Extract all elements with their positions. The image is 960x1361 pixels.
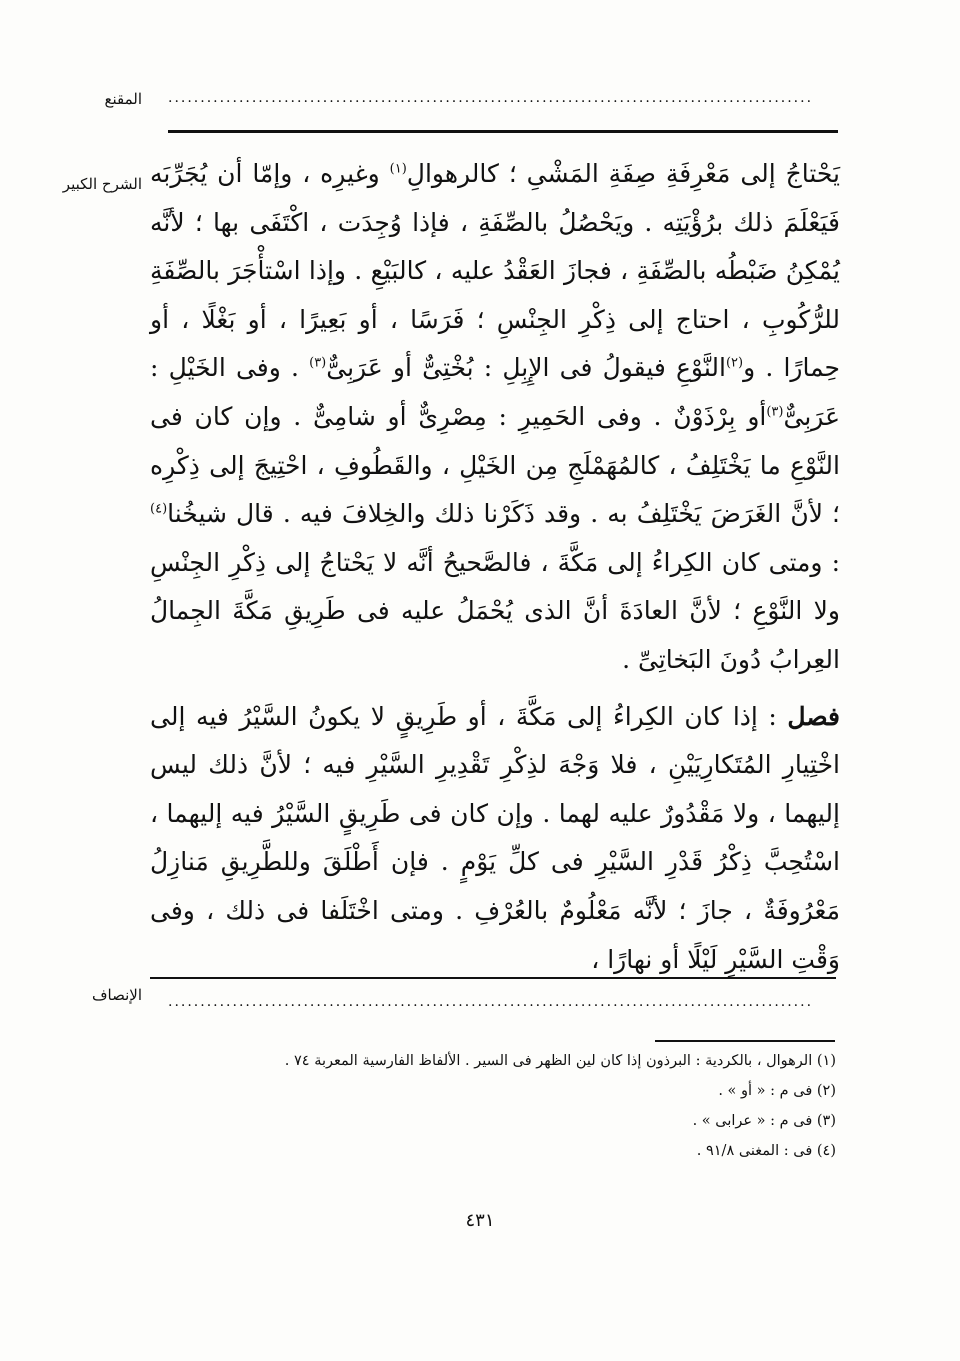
insaf-dotted-line: .................................................................................................... (168, 994, 814, 1010)
paragraph-1 (150, 150, 840, 685)
footnotes (200, 1046, 836, 1166)
commentary-end-rule (150, 977, 836, 979)
header-rule (168, 130, 838, 133)
fasl-heading: فصل (787, 701, 840, 731)
text-run: يَحْتاجُ إلى مَعْرِفَةِ صِفَةِ المَشْىِ ؛ كالرهوالِ (406, 159, 840, 188)
paragraph-fasl (150, 693, 840, 985)
header-book-title: المقنع (104, 90, 142, 108)
text-run: : ومتى كان الكِراءُ إلى مَكَّةَ ، فالصَّحيحُ أنَّه لا يَحْتاجُ إلى ذِكْرِ الجِنْسِ ولا النَّوْعِ ؛ لأنَّ العادَةَ أنَّ الذى يُحْمَلُ عليه فى طَرِيقِ مَكَّةَ الجِمالُ العِرابُ دُونَ البَخاتِىِّ . (150, 547, 840, 674)
text-run: النَّوْعِ فيقولُ فى الإِبِلِ : بُخْتِىٌّ أو عَرَبِىٌّ (326, 353, 726, 383)
text-run: أو بِرْذَوْنٌ . وفى الحَمِيرِ : مِصْرِىٌّ أو شامِىٌّ . وإن كان فى النَّوْعِ ما يَخْتَلِفُ ، كالمُهَمْلَجِ مِن الخَيْلِ ، والقَطُوفِ ، احْتِيجَ إلى ذِكْرِه ؛ لأنَّ الغَرَضَ يَخْتَلِفُ به . وقد ذَكَرْنا ذلك والخِلافَ فيه . قال شيخُنا (150, 401, 840, 529)
page-number: ٤٣١ (465, 1210, 495, 1231)
text-run: . وفى الخَيْلِ : عَرَبِىٌّ (150, 353, 840, 431)
text-run: وغيرِه ، وإمّا أن يُجَرِّبَه فَيَعْلَمَ ذلك برُؤْيَتِه . ويَحْصُلُ بالصِّفَةِ ، فإذا وُجِدَت ، اكْتَفَى بها ؛ لأنَّه يُمْكِنُ ضَبْطُه بالصِّفَةِ ، فجازَ العَقْدُ عليه ، كالبَيْعِ . وإذا اسْتأْجَرَ بالصِّفَةِ للرُّكُوبِ ، احتاج إلى ذِكْرِ الجِنْسِ ؛ فَرَسًا ، أو بَعِيرًا ، أو بَغْلًا ، أو حِمارًا . و (150, 159, 840, 383)
insaf-section-label: الإنصاف (91, 986, 142, 1004)
header-dotted-line: .................................................................................................... (168, 90, 814, 106)
footnote-4: (٤) فى : المغنى ٩١/٨ . (696, 1143, 836, 1159)
footnote-ref-2: (٢) (725, 356, 744, 372)
footnote-ref-1: (١) (389, 161, 407, 177)
main-commentary-text (150, 150, 840, 984)
sharh-section-label: الشرح الكبير (62, 175, 142, 193)
footnote-ref-3: (٣) (309, 356, 327, 372)
footnote-ref-4: (٤) (150, 501, 168, 517)
footnote-1: (١) الرهوال ، بالكردية : البرذون إذا كان لين الظهر فى السير . الألفاظ الفارسية المعربة ٧٤ . (284, 1053, 836, 1069)
footnote-3: (٣) فى م : « عرابى » . (692, 1113, 836, 1129)
footnote-rule (655, 1040, 835, 1042)
footnote-ref-3-repeat: (٣) (766, 404, 784, 420)
text-run: : إذا كان الكِراءُ إلى مَكَّةَ ، أو طَرِيقٍ لا يكونُ السَّيْرُ فيه إلى اخْتِيارِ المُتَكارِيَيْنِ ، فلا وَجْهَ لذِكْرِ تَقْدِيرِ السَّيْرِ فيه ؛ لأنَّ ذلك ليس إليهما ، ولا مَقْدُورٌ عليه لهما . وإن كان فى طَرِيقٍ السَّيْرُ فيه إليهما ، اسْتُحِبَّ ذِكْرُ قَدْرِ السَّيْرِ فى كلِّ يَوْمٍ . فإن أَطْلَقَ وللطَّرِيقِ مَنازِلُ مَعْرُوفَةٌ ، جازَ ؛ لأنَّه مَعْلُومٌ بالعُرْفِ . ومتى اخْتَلَفا فى ذلك ، وفى وَقْتِ السَّيْرِ لَيْلًا أو نهارًا ، (150, 701, 840, 974)
footnote-2: (٢) فى م : « أو » . (718, 1083, 836, 1099)
